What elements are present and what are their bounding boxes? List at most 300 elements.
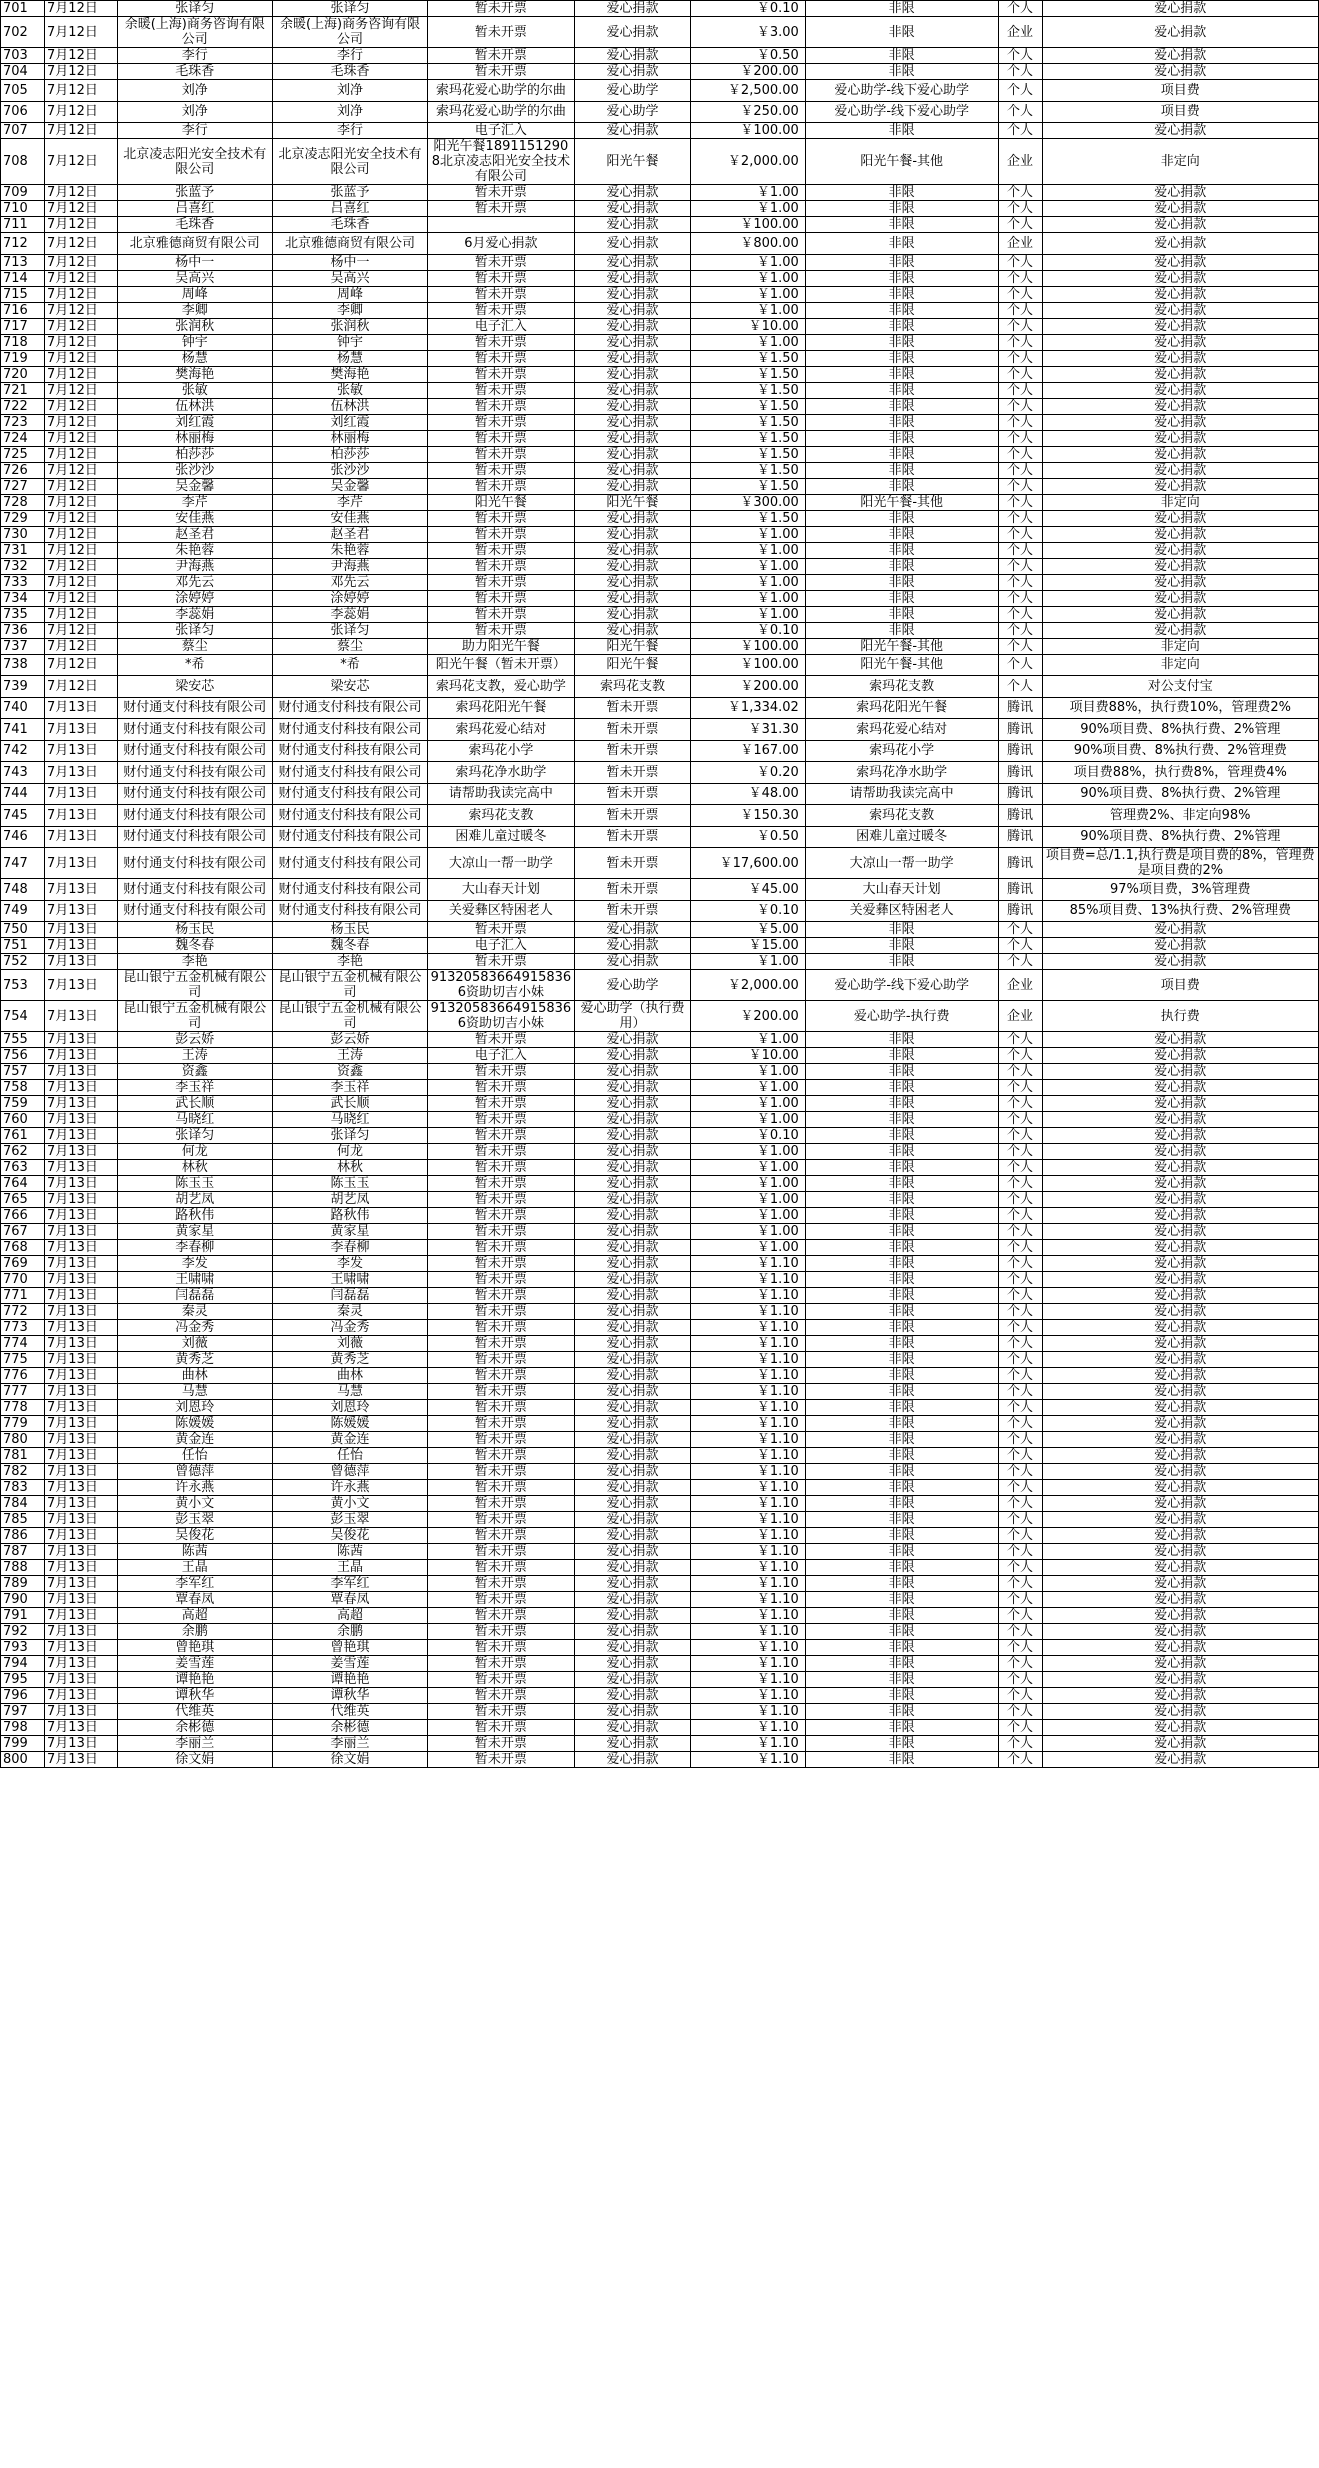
amount-cell: ￥15.00 (691, 938, 806, 954)
amount-cell: ￥1.00 (691, 185, 806, 201)
date-cell: 7月13日 (45, 1672, 118, 1688)
donor-cell: 财付通支付科技有限公司 (117, 697, 272, 719)
date-cell: 7月13日 (45, 1272, 118, 1288)
donor-cell: 李玉祥 (117, 1080, 272, 1096)
donor-cell: 许永燕 (117, 1480, 272, 1496)
donor-cell: 梁安芯 (117, 676, 272, 698)
receipt-name-cell: 彭玉翠 (272, 1512, 427, 1528)
receipt-name-cell: 林丽梅 (272, 430, 427, 446)
purpose-cell: 困难儿童过暖冬 (428, 826, 574, 848)
project-cell: 非限 (805, 1560, 998, 1576)
category-cell: 爱心捐款 (574, 1656, 691, 1672)
purpose-cell: 暂未开票 (428, 1336, 574, 1352)
date-cell: 7月13日 (45, 1576, 118, 1592)
date-cell: 7月13日 (45, 1064, 118, 1080)
table-row (1, 1, 1319, 17)
date-cell: 7月13日 (45, 1160, 118, 1176)
date-cell: 7月13日 (45, 1176, 118, 1192)
table-row (1, 558, 1319, 574)
receipt-name-cell: 安佳燕 (272, 510, 427, 526)
donor-type-cell: 个人 (998, 654, 1042, 676)
allocation-cell: 爱心捐款 (1042, 1256, 1318, 1272)
project-cell: 非限 (805, 1400, 998, 1416)
receipt-name-cell: 陈茜 (272, 1544, 427, 1560)
donor-type-cell: 个人 (998, 1320, 1042, 1336)
donor-cell: 安佳燕 (117, 510, 272, 526)
date-cell: 7月13日 (45, 805, 118, 827)
allocation-cell: 非定向 (1042, 139, 1318, 185)
date-cell: 7月13日 (45, 1656, 118, 1672)
donor-cell: 朱艳蓉 (117, 542, 272, 558)
purpose-cell: 暂未开票 (428, 48, 574, 64)
table-row (1, 1624, 1319, 1640)
purpose-cell: 暂未开票 (428, 1192, 574, 1208)
category-cell: 爱心捐款 (574, 1208, 691, 1224)
row-number-cell: 738 (1, 654, 45, 676)
purpose-cell: 阳光午餐（暂未开票） (428, 654, 574, 676)
donor-cell: 曾德萍 (117, 1464, 272, 1480)
row-number-cell: 786 (1, 1528, 45, 1544)
donor-cell: 刘薇 (117, 1336, 272, 1352)
allocation-cell: 爱心捐款 (1042, 1048, 1318, 1064)
table-row (1, 606, 1319, 622)
date-cell: 7月13日 (45, 1528, 118, 1544)
date-cell: 7月13日 (45, 1368, 118, 1384)
table-row (1, 938, 1319, 954)
project-cell: 非限 (805, 1256, 998, 1272)
date-cell: 7月13日 (45, 1416, 118, 1432)
project-cell: 非限 (805, 1368, 998, 1384)
project-cell: 索玛花支教 (805, 676, 998, 698)
donor-type-cell: 个人 (998, 1688, 1042, 1704)
donor-cell: 覃春凤 (117, 1592, 272, 1608)
table-row (1, 542, 1319, 558)
row-number-cell: 746 (1, 826, 45, 848)
allocation-cell: 爱心捐款 (1042, 1032, 1318, 1048)
amount-cell: ￥1.10 (691, 1416, 806, 1432)
allocation-cell: 爱心捐款 (1042, 622, 1318, 638)
category-cell: 爱心助学 (574, 970, 691, 1001)
category-cell: 爱心捐款 (574, 1032, 691, 1048)
donor-cell: 魏冬春 (117, 938, 272, 954)
donor-cell: 财付通支付科技有限公司 (117, 848, 272, 879)
receipt-name-cell: 李发 (272, 1256, 427, 1272)
table-row (1, 17, 1319, 48)
donor-cell: 闫磊磊 (117, 1288, 272, 1304)
row-number-cell: 772 (1, 1304, 45, 1320)
donor-type-cell: 个人 (998, 1704, 1042, 1720)
purpose-cell: 暂未开票 (428, 1096, 574, 1112)
donor-type-cell: 个人 (998, 1032, 1042, 1048)
donor-type-cell: 个人 (998, 574, 1042, 590)
purpose-cell: 暂未开票 (428, 64, 574, 80)
project-cell: 非限 (805, 233, 998, 255)
purpose-cell: 暂未开票 (428, 1368, 574, 1384)
project-cell: 非限 (805, 334, 998, 350)
donor-type-cell: 个人 (998, 1288, 1042, 1304)
receipt-name-cell: 闫磊磊 (272, 1288, 427, 1304)
amount-cell: ￥1.00 (691, 1064, 806, 1080)
allocation-cell: 爱心捐款 (1042, 1464, 1318, 1480)
donor-type-cell: 个人 (998, 1064, 1042, 1080)
category-cell: 爱心捐款 (574, 1320, 691, 1336)
donor-type-cell: 个人 (998, 1128, 1042, 1144)
table-row (1, 217, 1319, 233)
donor-cell: 曾艳琪 (117, 1640, 272, 1656)
receipt-name-cell: 刘红霞 (272, 414, 427, 430)
donor-cell: 余鹏 (117, 1624, 272, 1640)
row-number-cell: 777 (1, 1384, 45, 1400)
purpose-cell: 913205836649158366资助切吉小妹 (428, 970, 574, 1001)
date-cell: 7月12日 (45, 101, 118, 123)
amount-cell: ￥1.10 (691, 1496, 806, 1512)
allocation-cell: 爱心捐款 (1042, 542, 1318, 558)
donor-type-cell: 个人 (998, 254, 1042, 270)
receipt-name-cell: 昆山银宁五金机械有限公司 (272, 1001, 427, 1032)
amount-cell: ￥0.10 (691, 1128, 806, 1144)
category-cell: 暂未开票 (574, 879, 691, 901)
allocation-cell: 爱心捐款 (1042, 430, 1318, 446)
table-row (1, 900, 1319, 922)
category-cell: 爱心捐款 (574, 478, 691, 494)
donor-type-cell: 个人 (998, 622, 1042, 638)
row-number-cell: 795 (1, 1672, 45, 1688)
allocation-cell: 爱心捐款 (1042, 938, 1318, 954)
amount-cell: ￥1.10 (691, 1624, 806, 1640)
receipt-name-cell: 许永燕 (272, 1480, 427, 1496)
project-cell: 索玛花爱心结对 (805, 719, 998, 741)
project-cell: 索玛花净水助学 (805, 762, 998, 784)
donor-cell: 张蓝予 (117, 185, 272, 201)
project-cell: 非限 (805, 1528, 998, 1544)
donor-type-cell: 个人 (998, 217, 1042, 233)
receipt-name-cell: 林秋 (272, 1160, 427, 1176)
receipt-name-cell: 樊海艳 (272, 366, 427, 382)
table-row (1, 922, 1319, 938)
table-row (1, 954, 1319, 970)
purpose-cell: 暂未开票 (428, 1224, 574, 1240)
donor-cell: 涂婷婷 (117, 590, 272, 606)
allocation-cell: 爱心捐款 (1042, 1656, 1318, 1672)
date-cell: 7月12日 (45, 676, 118, 698)
date-cell: 7月12日 (45, 494, 118, 510)
table-row (1, 139, 1319, 185)
project-cell: 爱心助学-执行费 (805, 1001, 998, 1032)
category-cell: 爱心捐款 (574, 1448, 691, 1464)
row-number-cell: 768 (1, 1240, 45, 1256)
amount-cell: ￥1.00 (691, 286, 806, 302)
receipt-name-cell: 杨慧 (272, 350, 427, 366)
category-cell: 阳光午餐 (574, 139, 691, 185)
allocation-cell: 爱心捐款 (1042, 254, 1318, 270)
donor-cell: 刘净 (117, 101, 272, 123)
row-number-cell: 751 (1, 938, 45, 954)
date-cell: 7月12日 (45, 80, 118, 102)
date-cell: 7月12日 (45, 286, 118, 302)
table-row (1, 1448, 1319, 1464)
amount-cell: ￥1.10 (691, 1288, 806, 1304)
amount-cell: ￥1.00 (691, 1096, 806, 1112)
date-cell: 7月13日 (45, 1240, 118, 1256)
row-number-cell: 761 (1, 1128, 45, 1144)
table-row (1, 80, 1319, 102)
category-cell: 爱心捐款 (574, 1416, 691, 1432)
allocation-cell: 爱心捐款 (1042, 123, 1318, 139)
table-row (1, 1640, 1319, 1656)
allocation-cell: 爱心捐款 (1042, 590, 1318, 606)
category-cell: 暂未开票 (574, 719, 691, 741)
donor-type-cell: 个人 (998, 101, 1042, 123)
category-cell: 爱心捐款 (574, 1, 691, 17)
project-cell: 非限 (805, 302, 998, 318)
donor-type-cell: 个人 (998, 1368, 1042, 1384)
row-number-cell: 702 (1, 17, 45, 48)
project-cell: 非限 (805, 1208, 998, 1224)
donor-cell: 李丽兰 (117, 1736, 272, 1752)
allocation-cell: 项目费 (1042, 101, 1318, 123)
allocation-cell: 90%项目费、8%执行费、2%管理 (1042, 719, 1318, 741)
row-number-cell: 758 (1, 1080, 45, 1096)
table-row (1, 697, 1319, 719)
table-row (1, 1400, 1319, 1416)
donor-cell: 吴金馨 (117, 478, 272, 494)
row-number-cell: 782 (1, 1464, 45, 1480)
table-row (1, 366, 1319, 382)
receipt-name-cell: 周峰 (272, 286, 427, 302)
amount-cell: ￥1.50 (691, 430, 806, 446)
project-cell: 非限 (805, 1, 998, 17)
category-cell: 爱心捐款 (574, 350, 691, 366)
row-number-cell: 781 (1, 1448, 45, 1464)
table-row (1, 382, 1319, 398)
table-row (1, 494, 1319, 510)
project-cell: 非限 (805, 1496, 998, 1512)
receipt-name-cell: 财付通支付科技有限公司 (272, 697, 427, 719)
donor-type-cell: 个人 (998, 1432, 1042, 1448)
date-cell: 7月13日 (45, 1752, 118, 1768)
category-cell: 爱心捐款 (574, 1240, 691, 1256)
table-row (1, 1656, 1319, 1672)
category-cell: 爱心捐款 (574, 1592, 691, 1608)
donor-type-cell: 个人 (998, 398, 1042, 414)
row-number-cell: 744 (1, 783, 45, 805)
category-cell: 爱心捐款 (574, 1096, 691, 1112)
allocation-cell: 爱心捐款 (1042, 286, 1318, 302)
amount-cell: ￥1.50 (691, 366, 806, 382)
project-cell: 非限 (805, 558, 998, 574)
allocation-cell: 爱心捐款 (1042, 17, 1318, 48)
category-cell: 暂未开票 (574, 697, 691, 719)
project-cell: 非限 (805, 217, 998, 233)
receipt-name-cell: 王啸啸 (272, 1272, 427, 1288)
date-cell: 7月13日 (45, 1112, 118, 1128)
table-row (1, 478, 1319, 494)
row-number-cell: 708 (1, 139, 45, 185)
date-cell: 7月12日 (45, 446, 118, 462)
table-row (1, 1688, 1319, 1704)
receipt-name-cell: 张沙沙 (272, 462, 427, 478)
allocation-cell: 爱心捐款 (1042, 334, 1318, 350)
table-row (1, 1704, 1319, 1720)
allocation-cell: 爱心捐款 (1042, 201, 1318, 217)
table-row (1, 1416, 1319, 1432)
amount-cell: ￥1.00 (691, 1032, 806, 1048)
row-number-cell: 718 (1, 334, 45, 350)
date-cell: 7月13日 (45, 1736, 118, 1752)
row-number-cell: 785 (1, 1512, 45, 1528)
allocation-cell: 爱心捐款 (1042, 1608, 1318, 1624)
purpose-cell: 关爱彝区特困老人 (428, 900, 574, 922)
category-cell: 爱心助学（执行费用） (574, 1001, 691, 1032)
project-cell: 非限 (805, 1032, 998, 1048)
allocation-cell: 爱心捐款 (1042, 558, 1318, 574)
date-cell: 7月12日 (45, 201, 118, 217)
project-cell: 爱心助学-线下爱心助学 (805, 970, 998, 1001)
donor-type-cell: 个人 (998, 1528, 1042, 1544)
receipt-name-cell: 马晓红 (272, 1112, 427, 1128)
category-cell: 爱心捐款 (574, 1704, 691, 1720)
category-cell: 爱心捐款 (574, 954, 691, 970)
purpose-cell: 暂未开票 (428, 334, 574, 350)
table-row (1, 622, 1319, 638)
category-cell: 爱心捐款 (574, 526, 691, 542)
donor-cell: 李艳 (117, 954, 272, 970)
category-cell: 暂未开票 (574, 826, 691, 848)
purpose-cell: 暂未开票 (428, 382, 574, 398)
receipt-name-cell: 尹海燕 (272, 558, 427, 574)
donor-cell: 林秋 (117, 1160, 272, 1176)
donor-cell: 周峰 (117, 286, 272, 302)
project-cell: 非限 (805, 590, 998, 606)
receipt-name-cell: 余彬德 (272, 1720, 427, 1736)
allocation-cell: 爱心捐款 (1042, 1736, 1318, 1752)
amount-cell: ￥1.00 (691, 606, 806, 622)
table-row (1, 318, 1319, 334)
table-row (1, 654, 1319, 676)
table-row (1, 1576, 1319, 1592)
donor-type-cell: 腾讯 (998, 719, 1042, 741)
amount-cell: ￥17,600.00 (691, 848, 806, 879)
allocation-cell: 爱心捐款 (1042, 414, 1318, 430)
category-cell: 暂未开票 (574, 783, 691, 805)
donor-type-cell: 个人 (998, 1112, 1042, 1128)
category-cell: 爱心捐款 (574, 286, 691, 302)
receipt-name-cell: 北京凌志阳光安全技术有限公司 (272, 139, 427, 185)
row-number-cell: 713 (1, 254, 45, 270)
row-number-cell: 762 (1, 1144, 45, 1160)
purpose-cell: 暂未开票 (428, 1032, 574, 1048)
project-cell: 阳光午餐-其他 (805, 494, 998, 510)
allocation-cell: 爱心捐款 (1042, 1400, 1318, 1416)
table-row (1, 1464, 1319, 1480)
row-number-cell: 783 (1, 1480, 45, 1496)
amount-cell: ￥1,334.02 (691, 697, 806, 719)
table-row (1, 1048, 1319, 1064)
allocation-cell: 爱心捐款 (1042, 1112, 1318, 1128)
receipt-name-cell: 曾德萍 (272, 1464, 427, 1480)
table-row (1, 1272, 1319, 1288)
amount-cell: ￥1.00 (691, 542, 806, 558)
table-row (1, 446, 1319, 462)
purpose-cell: 暂未开票 (428, 922, 574, 938)
table-row (1, 1256, 1319, 1272)
amount-cell: ￥1.10 (691, 1592, 806, 1608)
receipt-name-cell: 刘薇 (272, 1336, 427, 1352)
allocation-cell: 爱心捐款 (1042, 1592, 1318, 1608)
amount-cell: ￥1.50 (691, 462, 806, 478)
date-cell: 7月13日 (45, 879, 118, 901)
project-cell: 非限 (805, 48, 998, 64)
category-cell: 爱心捐款 (574, 1608, 691, 1624)
donor-type-cell: 个人 (998, 1480, 1042, 1496)
receipt-name-cell: 李蕊娟 (272, 606, 427, 622)
donor-cell: 北京凌志阳光安全技术有限公司 (117, 139, 272, 185)
purpose-cell: 暂未开票 (428, 1528, 574, 1544)
purpose-cell: 暂未开票 (428, 1416, 574, 1432)
donor-type-cell: 个人 (998, 1416, 1042, 1432)
purpose-cell: 暂未开票 (428, 478, 574, 494)
row-number-cell: 790 (1, 1592, 45, 1608)
allocation-cell: 爱心捐款 (1042, 462, 1318, 478)
amount-cell: ￥167.00 (691, 740, 806, 762)
date-cell: 7月13日 (45, 1080, 118, 1096)
amount-cell: ￥1.50 (691, 382, 806, 398)
project-cell: 非限 (805, 954, 998, 970)
purpose-cell: 暂未开票 (428, 1560, 574, 1576)
purpose-cell: 暂未开票 (428, 1480, 574, 1496)
date-cell: 7月13日 (45, 1048, 118, 1064)
project-cell: 大山春天计划 (805, 879, 998, 901)
table-row (1, 510, 1319, 526)
category-cell: 爱心捐款 (574, 1224, 691, 1240)
allocation-cell: 爱心捐款 (1042, 318, 1318, 334)
receipt-name-cell: 黄家星 (272, 1224, 427, 1240)
donor-cell: 李卿 (117, 302, 272, 318)
row-number-cell: 792 (1, 1624, 45, 1640)
donor-cell: 张译匀 (117, 622, 272, 638)
donor-type-cell: 个人 (998, 1096, 1042, 1112)
purpose-cell: 暂未开票 (428, 526, 574, 542)
category-cell: 爱心捐款 (574, 1112, 691, 1128)
row-number-cell: 763 (1, 1160, 45, 1176)
purpose-cell: 暂未开票 (428, 414, 574, 430)
row-number-cell: 733 (1, 574, 45, 590)
amount-cell: ￥1.50 (691, 446, 806, 462)
date-cell: 7月13日 (45, 1688, 118, 1704)
amount-cell: ￥1.10 (691, 1528, 806, 1544)
purpose-cell: 暂未开票 (428, 302, 574, 318)
table-row (1, 676, 1319, 698)
date-cell: 7月12日 (45, 302, 118, 318)
date-cell: 7月12日 (45, 574, 118, 590)
category-cell: 爱心捐款 (574, 1640, 691, 1656)
date-cell: 7月13日 (45, 1512, 118, 1528)
allocation-cell: 爱心捐款 (1042, 1416, 1318, 1432)
receipt-name-cell: 彭云娇 (272, 1032, 427, 1048)
donor-type-cell: 个人 (998, 1672, 1042, 1688)
table-row (1, 1512, 1319, 1528)
date-cell: 7月12日 (45, 382, 118, 398)
date-cell: 7月13日 (45, 1208, 118, 1224)
project-cell: 非限 (805, 414, 998, 430)
donor-type-cell: 个人 (998, 1240, 1042, 1256)
row-number-cell: 755 (1, 1032, 45, 1048)
row-number-cell: 735 (1, 606, 45, 622)
allocation-cell: 非定向 (1042, 494, 1318, 510)
donor-type-cell: 个人 (998, 1496, 1042, 1512)
allocation-cell: 85%项目费、13%执行费、2%管理费 (1042, 900, 1318, 922)
project-cell: 非限 (805, 542, 998, 558)
